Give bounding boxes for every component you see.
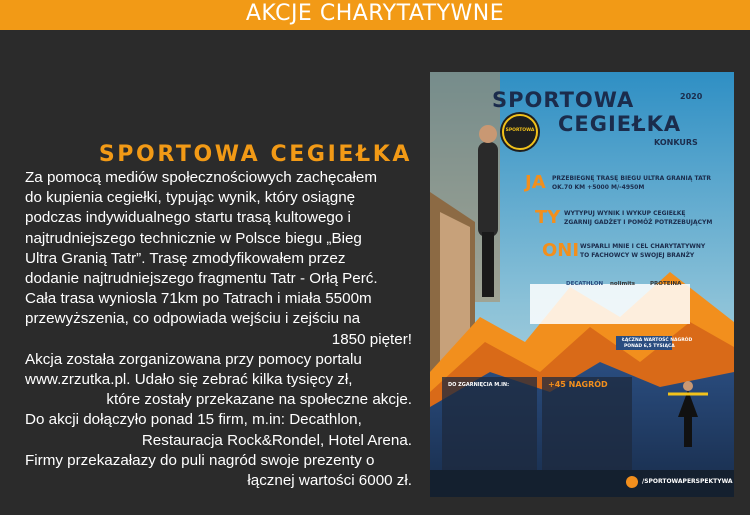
- body-line: podczas indywidualnego startu trasą kultowego i: [25, 209, 351, 227]
- poster-social-handle: /SPORTOWAPERSPEKTYWA: [642, 478, 733, 485]
- facebook-icon: [626, 476, 638, 488]
- poster-image: [430, 72, 734, 497]
- poster-prizes-right-title: +45 NAGRÓD: [548, 380, 608, 389]
- poster-ja-line2: OK.70 KM +5000 M/-4950M: [552, 184, 645, 191]
- body-line: Akcja została zorganizowana przy pomocy portalu: [25, 350, 362, 368]
- sponsor-logo: DECATHLON: [566, 281, 604, 287]
- poster-logo-text: SPORTOWA: [505, 128, 535, 133]
- sponsor-logo: nolimits: [610, 281, 635, 287]
- poster-ja-label: JA: [525, 172, 546, 193]
- poster-oni-label: ONI: [542, 240, 580, 261]
- poster-ty-line2: ZGARNIJ GADŻET I POMÓŻ POTRZEBUJĄCYM: [564, 219, 713, 226]
- body-line: do kupienia cegiełki, typując wynik, który osiągnę: [25, 189, 356, 207]
- body-line: łącznej wartości 6000 zł.: [247, 472, 412, 490]
- poster-prizes-left-title: DO ZGARNIĘCIA M.IN:: [448, 382, 510, 388]
- body-line: Firmy przekazałazy do puli nagród swoje prezenty o: [25, 451, 375, 469]
- poster-ja-line1: PRZEBIEGNĘ TRASĘ BIEGU ULTRA GRANIĄ TATR: [552, 175, 711, 182]
- header-banner: [0, 0, 750, 30]
- poster-oni-line1: WSPARLI MNIE I CEL CHARYTATYWNY: [580, 243, 706, 250]
- poster-prize-value: PONAD 6,5 TYSIĄCA: [624, 344, 675, 349]
- body-line: 1850 pięter!: [331, 330, 412, 348]
- body-line: które zostały przekazane na społeczne akcje.: [106, 391, 412, 409]
- banner-title: AKCJE CHARYTATYWNE: [245, 1, 505, 26]
- body-line: Za pomocą mediów społecznościowych zachęcałem: [25, 169, 378, 186]
- runner-figure: [478, 142, 498, 237]
- poster-oni-line2: TO FACHOWCY W SWOJEJ BRANŻY: [580, 252, 695, 259]
- poster-title-line2: CEGIEŁKA: [558, 112, 682, 136]
- poster-title-line1: SPORTOWA: [492, 88, 635, 112]
- poster-ty-label: TY: [535, 207, 561, 228]
- poster-year: 2020: [680, 92, 703, 101]
- body-line: najtrudniejszego technicznie w Polsce biegu „Bieg: [25, 229, 362, 247]
- body-line: www.zrzutka.pl. Udało się zebrać kilka tysięcy zł,: [25, 371, 353, 389]
- sponsor-logo: PROTEINA: [650, 281, 682, 287]
- poster-subtitle: KONKURS: [654, 138, 698, 147]
- body-line: Restauracja Rock&Rondel, Hotel Arena.: [141, 431, 412, 449]
- poster-prize-label: ŁĄCZNA WARTOŚĆ NAGRÓD: [622, 338, 693, 343]
- body-line: Ultra Granią Tatr”. Trasę zmodyfikowałem przez: [25, 249, 346, 267]
- body-line: Cała trasa wyniosla 71km po Tatrach i miała 5500m: [25, 290, 372, 308]
- body-line: Do akcji dołączyło ponad 15 firm, m.in: Decathlon,: [25, 411, 362, 429]
- body-line: dodanie najtrudniejszego fragmentu Tatr - Orłą Perć.: [25, 270, 378, 288]
- body-line: przewyższenia, co odpowiada wejściu i zejściu na: [25, 310, 361, 328]
- article-heading: SPORTOWA CEGIEŁKA: [98, 142, 412, 167]
- article-body: [25, 168, 412, 491]
- poster-ty-line1: WYTYPUJ WYNIK I WYKUP CEGIEŁKĘ: [564, 210, 686, 217]
